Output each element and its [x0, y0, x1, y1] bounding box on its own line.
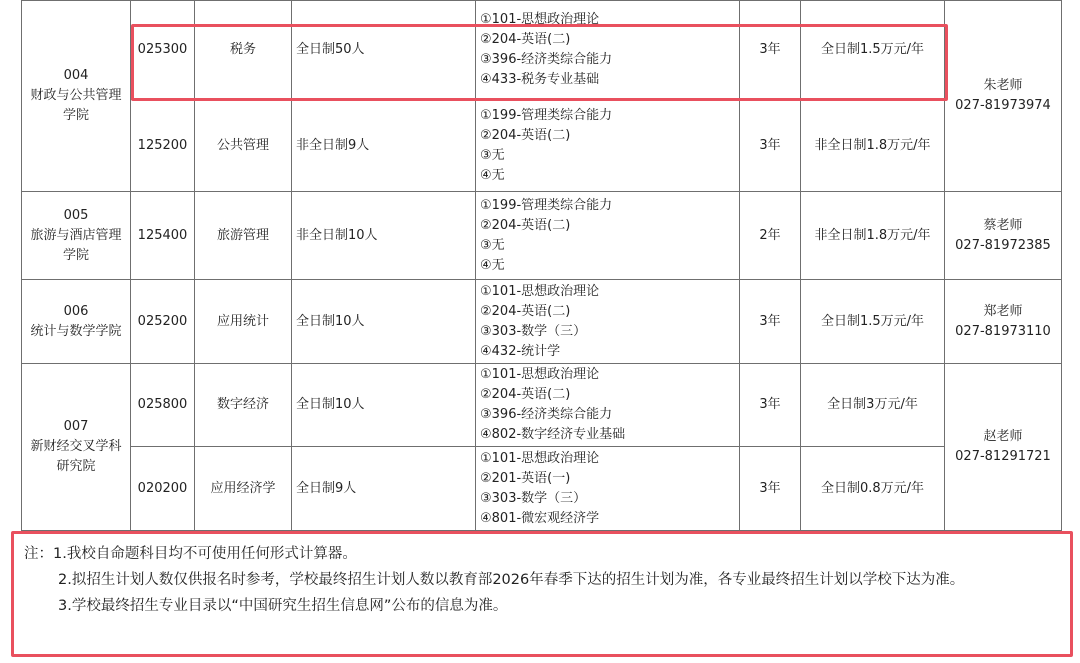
college-code: 007	[63, 419, 89, 434]
subject-item: ②204-英语(二)	[480, 387, 571, 402]
subject-item: ①101-思想政治理论	[480, 450, 600, 466]
table-row	[22, 100, 1062, 192]
college-code: 006	[63, 303, 89, 319]
contact-phone: 027-81973974	[955, 98, 1051, 113]
contact-person: 郑老师	[983, 303, 1023, 319]
enrollment-plan: 全日制9人	[292, 447, 476, 531]
subject-item: ②204-英语(二)	[480, 217, 571, 233]
contact-phone: 027-81291721	[955, 449, 1051, 464]
enrollment-plan: 非全日制9人	[292, 100, 476, 192]
exam-subjects	[476, 280, 740, 364]
college-name: 财政与公共管理学院	[30, 88, 122, 123]
table-row	[22, 192, 1062, 280]
subject-item: ①101-思想政治理论	[480, 12, 600, 27]
college-name: 统计与数学学院	[30, 323, 122, 339]
college-cell	[22, 364, 131, 531]
subject-item: ④802-数字经济专业基础	[480, 427, 626, 442]
contact-person: 赵老师	[983, 429, 1023, 444]
subject-item: ④无	[480, 167, 505, 183]
tuition-fee: 非全日制1.8万元/年	[801, 100, 945, 192]
contact-person: 蔡老师	[983, 217, 1023, 233]
contact-cell	[945, 364, 1062, 531]
major-code: 125200	[131, 100, 195, 192]
subject-item: ③无	[480, 237, 505, 253]
subject-item: ②204-英语(二)	[480, 32, 571, 47]
tuition-fee: 非全日制1.8万元/年	[801, 192, 945, 280]
study-years: 2年	[740, 192, 801, 280]
major-code: 125400	[131, 192, 195, 280]
subject-item: ③303-数学（三）	[480, 323, 587, 339]
exam-subjects	[476, 447, 740, 531]
contact-person: 朱老师	[983, 78, 1023, 93]
subject-item: ①101-思想政治理论	[480, 283, 600, 299]
study-years: 3年	[740, 280, 801, 364]
subject-item: ②201-英语(一)	[480, 470, 571, 486]
subject-item: ④无	[480, 257, 505, 273]
contact-phone: 027-81973110	[955, 323, 1051, 339]
major-name: 应用统计	[195, 280, 292, 364]
study-years: 3年	[740, 447, 801, 531]
note-1: 注：1.我校自命题科目均不可使用任何形式计算器。	[24, 546, 357, 562]
college-name: 新财经交叉学科研究院	[30, 439, 122, 474]
enrollment-plan: 全日制10人	[292, 280, 476, 364]
subject-item: ①101-思想政治理论	[480, 367, 600, 382]
enrollment-plan: 全日制10人	[292, 364, 476, 447]
table-row	[22, 447, 1062, 531]
table-row	[22, 280, 1062, 364]
subject-item: ④801-微宏观经济学	[480, 510, 600, 526]
major-name: 税务	[195, 1, 292, 100]
major-name: 应用经济学	[195, 447, 292, 531]
major-name: 公共管理	[195, 100, 292, 192]
major-code: 020200	[131, 447, 195, 531]
subject-item: ③303-数学（三）	[480, 490, 587, 506]
major-name: 数字经济	[195, 364, 292, 447]
contact-phone: 027-81972385	[955, 237, 1051, 253]
contact-cell	[945, 192, 1062, 280]
admission-table	[21, 0, 1062, 531]
study-years: 3年	[740, 100, 801, 192]
college-cell	[22, 192, 131, 280]
subject-item: ③396-经济类综合能力	[480, 407, 613, 422]
subject-item: ④432-统计学	[480, 343, 561, 359]
notes-box	[11, 531, 1073, 657]
major-code: 025800	[131, 364, 195, 447]
college-name: 旅游与酒店管理学院	[30, 227, 122, 263]
subject-item: ③无	[480, 147, 505, 163]
college-code: 004	[63, 68, 89, 83]
contact-cell	[945, 280, 1062, 364]
subject-item: ①199-管理类综合能力	[480, 107, 613, 123]
tuition-fee: 全日制3万元/年	[801, 364, 945, 447]
tuition-fee: 全日制1.5万元/年	[801, 1, 945, 100]
table-row	[22, 364, 1062, 447]
subject-item: ①199-管理类综合能力	[480, 197, 613, 213]
major-code: 025300	[131, 1, 195, 100]
exam-subjects	[476, 1, 740, 100]
study-years: 3年	[740, 364, 801, 447]
enrollment-plan: 非全日制10人	[292, 192, 476, 280]
major-name: 旅游管理	[195, 192, 292, 280]
tuition-fee: 全日制0.8万元/年	[801, 447, 945, 531]
contact-cell	[945, 1, 1062, 192]
tuition-fee: 全日制1.5万元/年	[801, 280, 945, 364]
exam-subjects	[476, 364, 740, 447]
college-cell	[22, 280, 131, 364]
college-cell	[22, 1, 131, 192]
subject-item: ②204-英语(二)	[480, 303, 571, 319]
exam-subjects	[476, 100, 740, 192]
note-2: 2.拟招生计划人数仅供报名时参考，学校最终招生计划人数以教育部2026年春季下达的招生计划为准，各专业最终招生计划以学校下达为准。	[58, 572, 965, 588]
table-row	[22, 1, 1062, 100]
exam-subjects	[476, 192, 740, 280]
subject-item: ②204-英语(二)	[480, 127, 571, 143]
subject-item: ④433-税务专业基础	[480, 72, 600, 87]
college-code: 005	[63, 207, 89, 223]
subject-item: ③396-经济类综合能力	[480, 52, 613, 67]
enrollment-plan: 全日制50人	[292, 1, 476, 100]
note-3: 3.学校最终招生专业目录以“中国研究生招生信息网”公布的信息为准。	[58, 598, 508, 614]
study-years: 3年	[740, 1, 801, 100]
major-code: 025200	[131, 280, 195, 364]
